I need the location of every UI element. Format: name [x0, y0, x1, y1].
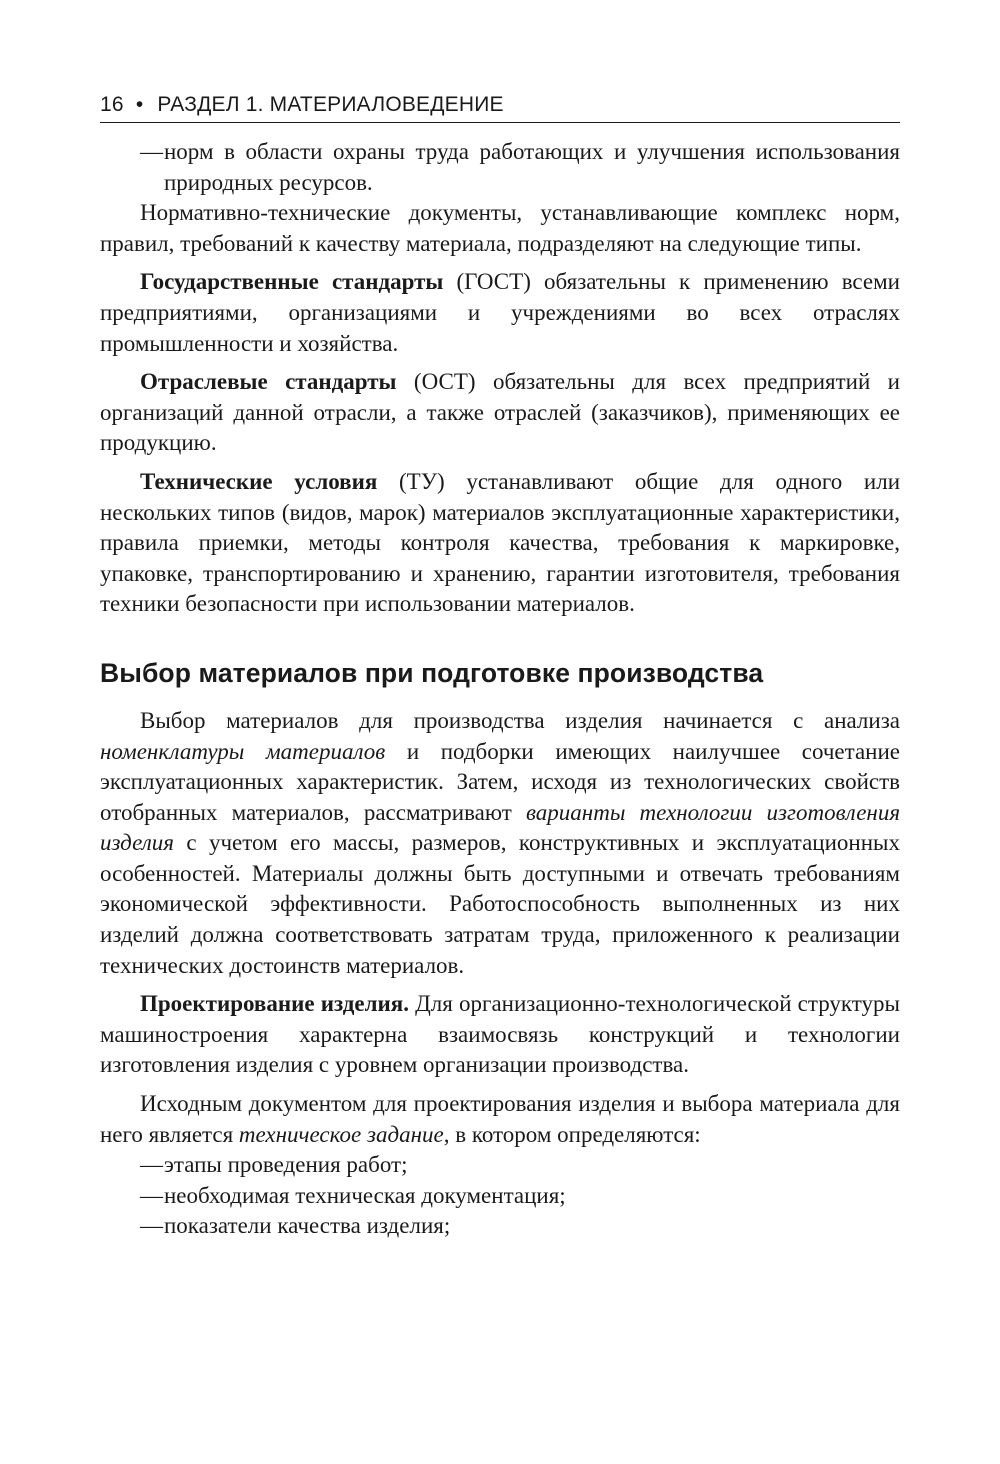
emphasis-text: техническое задание: [238, 1121, 444, 1147]
paragraph-text: Исходным документом для проектирования изделия и выбора материала для него является: [100, 1091, 900, 1147]
paragraph-text: Нормативно-технические документы, устанавливающие комплекс норм, правил, требований к качеству материала, подразделяют на следующие типы.: [100, 200, 900, 256]
term-gost: Государственные стандарты: [140, 269, 444, 295]
body-text: [100, 137, 900, 1242]
emphasis-text: номенклатуры материалов: [100, 738, 386, 764]
dash-item: — норм в области охраны труда работающих и улучшения использования природных ресурсов.: [100, 137, 900, 198]
term-product-design: Проектирование изделия.: [140, 991, 409, 1017]
paragraph-text: Для организационно-технологической структуры машиностроения характерна взаимосвязь конструкций и технологии изготовления изделия с уровнем организации производства.: [100, 991, 900, 1078]
page-number: 16: [100, 93, 124, 116]
paragraph-text: с учетом его массы, размеров, конструктивных и эксплуатационных особенностей. Материалы должны быть доступными и отвечать требованиям экономической эффективности. Работоспособность выполненных из них изделий должна соответствовать затратам труда, приложенного к реализации технических достоинств материалов.: [100, 830, 900, 978]
paragraph: [100, 1089, 900, 1150]
running-head: [100, 92, 900, 123]
paragraph: [100, 706, 900, 981]
section-title: РАЗДЕЛ 1. МАТЕРИАЛОВЕДЕНИЕ: [157, 93, 504, 116]
header-separator: •: [135, 93, 144, 116]
section-heading: Выбор материалов при подготовке производства: [100, 657, 764, 688]
paragraph: [100, 267, 900, 359]
paragraph-text: (ТУ) устанавливают общие для одного или нескольких типов (видов, марок) материалов эксплуатационные характеристики, правила приемки, методы контроля качества, требования к маркировке, упаковке, транспортированию и хранению, гарантии изготовителя, требования техники безопасности при использовании материалов.: [100, 468, 901, 617]
paragraph: [100, 989, 900, 1081]
paragraph-text: (ОСТ) обязательны для всех предприятий и организаций данной отрасли, а также отраслей (заказчиков), применяющих ее продукцию.: [100, 369, 900, 456]
emphasis-text: варианты технологии изготовления изделия: [100, 799, 901, 856]
paragraph-text: Выбор материалов для производства изделия начинается с анализа: [140, 707, 900, 733]
paragraph: [100, 467, 900, 620]
list-item: — показатели качества изделия;: [100, 1211, 900, 1242]
list-item: — этапы проведения работ;: [100, 1150, 900, 1181]
paragraph-text: и подборки имеющих наилучшее сочетание эксплуатационных характеристик. Затем, исходя из технологических свойств отобранных материалов, рассматривают: [100, 738, 900, 825]
paragraph: [100, 367, 900, 459]
paragraph-text: (ГОСТ) обязательны к применению всеми предприятиями, организациями и учреждениями во всех отраслях промышленности и хозяйства.: [100, 269, 900, 356]
paragraph: [100, 198, 900, 259]
term-tu: Технические условия: [140, 468, 378, 494]
list-item: — необходимая техническая документация;: [100, 1181, 900, 1212]
term-ost: Отраслевые стандарты: [140, 369, 397, 395]
paragraph-text: , в котором определяются:: [443, 1121, 701, 1147]
book-page: [100, 92, 900, 1242]
